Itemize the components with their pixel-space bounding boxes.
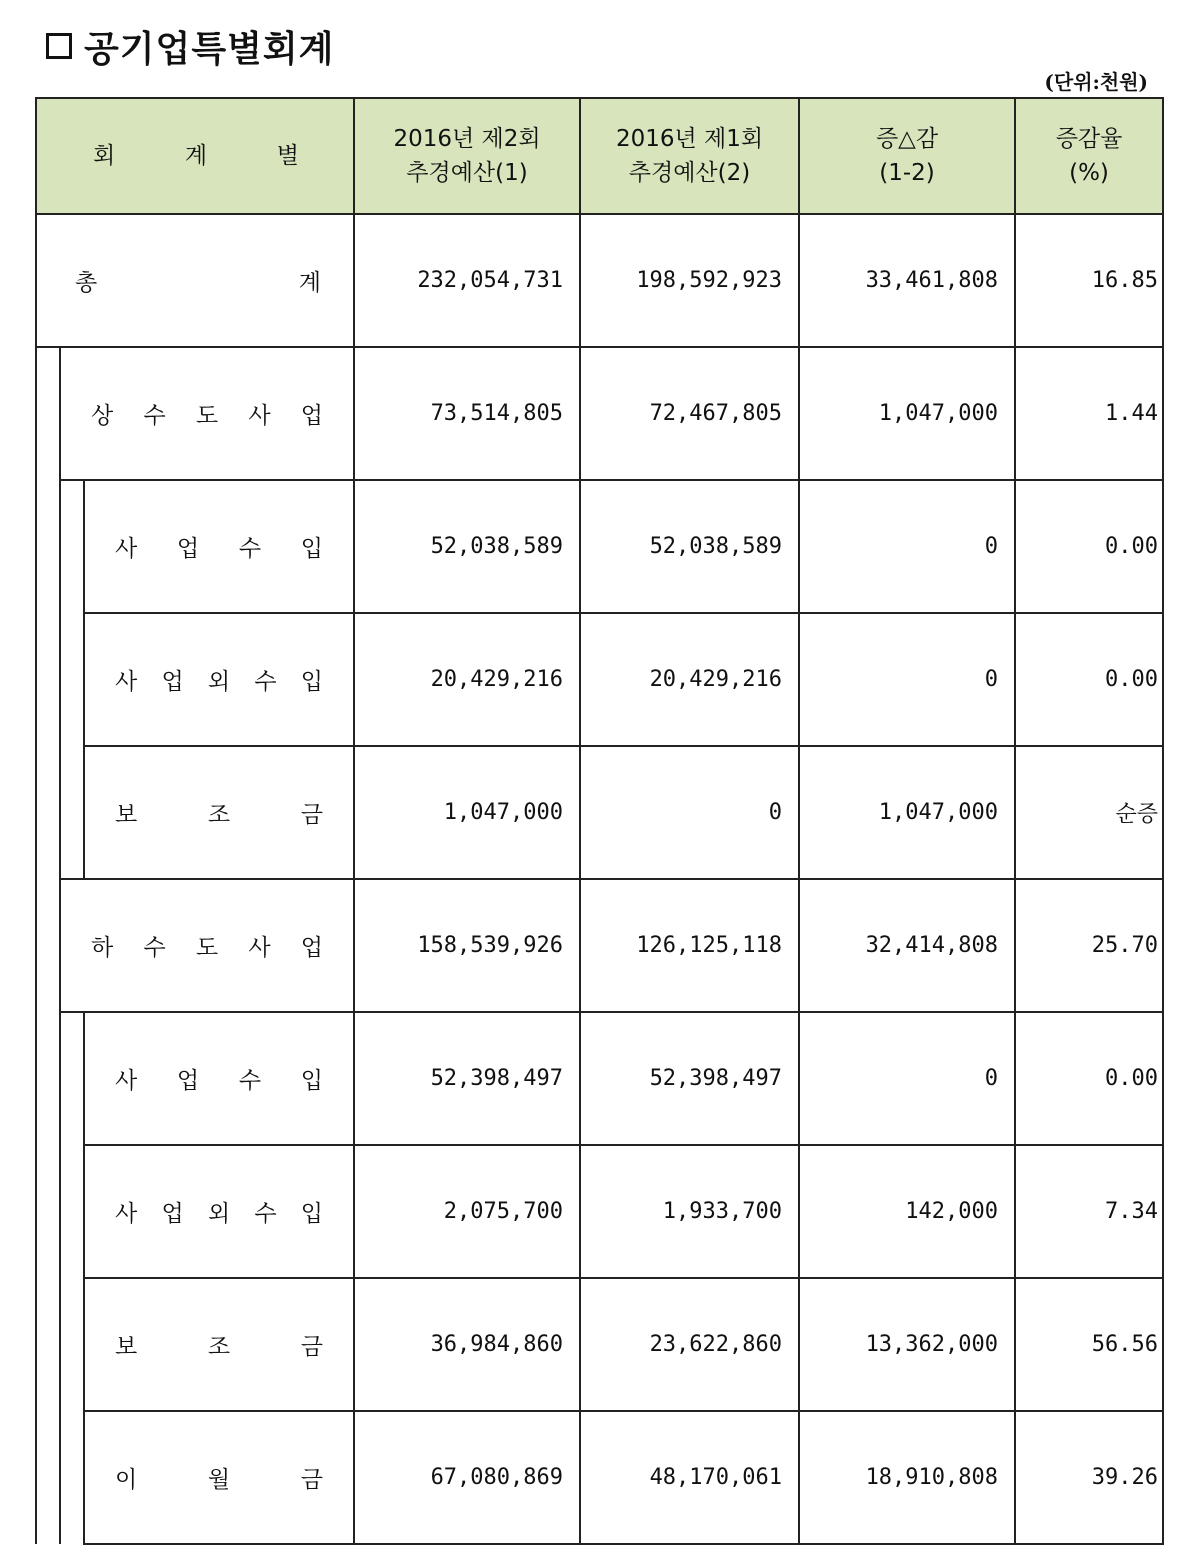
value-col1: 67,080,869 — [354, 1411, 580, 1544]
value-col1: 52,038,589 — [354, 480, 580, 613]
header-second-supplementary: 2016년 제2회 추경예산(1) — [354, 98, 580, 214]
row-label: 이 월 금 — [84, 1411, 354, 1544]
table-row-sewer — [36, 879, 1163, 1012]
table-row-total — [36, 214, 1163, 347]
header-rate: 증감율 (%) — [1015, 98, 1163, 214]
value-rate: 0.00 — [1015, 613, 1163, 746]
value-col1: 2,075,700 — [354, 1145, 580, 1278]
row-label: 사 업 외 수 입 — [84, 613, 354, 746]
value-col1: 1,047,000 — [354, 746, 580, 879]
value-diff: 32,414,808 — [799, 879, 1015, 1012]
table-row — [36, 480, 1163, 613]
header-first-supplementary: 2016년 제1회 추경예산(2) — [580, 98, 799, 214]
budget-table — [35, 97, 1164, 1545]
value-rate: 0.00 — [1015, 1012, 1163, 1145]
row-label: 사 업 외 수 입 — [84, 1145, 354, 1278]
table-row — [36, 1145, 1163, 1278]
value-col2: 48,170,061 — [580, 1411, 799, 1544]
value-col1: 52,398,497 — [354, 1012, 580, 1145]
table-row-water — [36, 347, 1163, 480]
value-col2: 20,429,216 — [580, 613, 799, 746]
value-rate: 7.34 — [1015, 1145, 1163, 1278]
table-row — [36, 1278, 1163, 1411]
header-account: 회 계 별 — [36, 98, 354, 214]
value-diff: 18,910,808 — [799, 1411, 1015, 1544]
row-label: 보 조 금 — [84, 746, 354, 879]
row-label: 상 수 도 사 업 — [60, 347, 354, 480]
table-row — [36, 746, 1163, 879]
value-col1: 73,514,805 — [354, 347, 580, 480]
value-col2: 0 — [580, 746, 799, 879]
table-row — [36, 1012, 1163, 1145]
value-diff: 13,362,000 — [799, 1278, 1015, 1411]
value-diff: 0 — [799, 480, 1015, 613]
value-col1: 232,054,731 — [354, 214, 580, 347]
row-label: 보 조 금 — [84, 1278, 354, 1411]
table-header-row — [36, 98, 1163, 214]
indent-bar — [36, 347, 60, 1544]
table-row — [36, 1411, 1163, 1544]
value-diff: 0 — [799, 1012, 1015, 1145]
unit-label: (단위:천원) — [1044, 70, 1148, 94]
row-label: 사 업 수 입 — [84, 480, 354, 613]
table-row — [36, 613, 1163, 746]
value-rate: 56.56 — [1015, 1278, 1163, 1411]
value-diff: 0 — [799, 613, 1015, 746]
value-rate: 39.26 — [1015, 1411, 1163, 1544]
row-label: 하 수 도 사 업 — [60, 879, 354, 1012]
value-col1: 20,429,216 — [354, 613, 580, 746]
row-label: 사 업 수 입 — [84, 1012, 354, 1145]
value-diff: 142,000 — [799, 1145, 1015, 1278]
value-col2: 126,125,118 — [580, 879, 799, 1012]
value-diff: 1,047,000 — [799, 347, 1015, 480]
value-col2: 198,592,923 — [580, 214, 799, 347]
value-col1: 158,539,926 — [354, 879, 580, 1012]
title-text: 공기업특별회계 — [84, 27, 335, 70]
value-rate: 0.00 — [1015, 480, 1163, 613]
page-title — [46, 22, 334, 70]
value-col2: 52,398,497 — [580, 1012, 799, 1145]
value-col2: 1,933,700 — [580, 1145, 799, 1278]
value-rate: 1.44 — [1015, 347, 1163, 480]
row-label: 총 계 — [36, 214, 354, 347]
value-rate: 16.85 — [1015, 214, 1163, 347]
value-col2: 72,467,805 — [580, 347, 799, 480]
value-col2: 52,038,589 — [580, 480, 799, 613]
header-difference: 증△감 (1-2) — [799, 98, 1015, 214]
value-col1: 36,984,860 — [354, 1278, 580, 1411]
value-diff: 1,047,000 — [799, 746, 1015, 879]
checkbox-square-icon — [46, 33, 72, 59]
indent-bar — [60, 1012, 84, 1544]
value-col2: 23,622,860 — [580, 1278, 799, 1411]
value-rate: 순증 — [1015, 746, 1163, 879]
indent-bar — [60, 480, 84, 879]
value-rate: 25.70 — [1015, 879, 1163, 1012]
value-diff: 33,461,808 — [799, 214, 1015, 347]
